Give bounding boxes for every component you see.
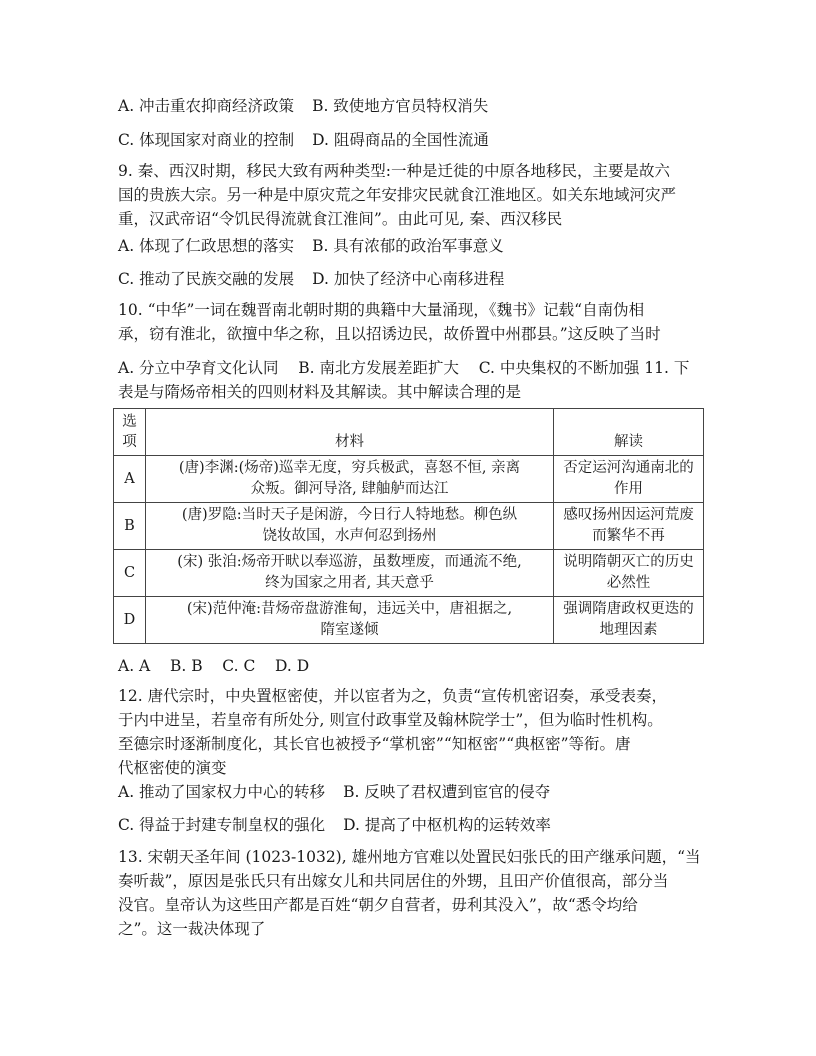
q10-stem xyxy=(118,298,702,346)
table-cell-interpretation: 说明隋朝灭亡的历史 必然性 xyxy=(554,550,704,597)
q12-stem-line: 12. 唐代宗时，中央置枢密使，并以宦者为之，负责“宣传机密诏奏，承受表奏， xyxy=(118,687,668,705)
q12-stem xyxy=(118,684,702,780)
table-cell-option: A xyxy=(114,456,146,503)
q11-table xyxy=(113,408,704,644)
table-cell-interpretation: 感叹扬州因运河荒废 而繁华不再 xyxy=(554,503,704,550)
table-cell-option: C xyxy=(114,550,146,597)
q8-option-a: A. 冲击重农抑商经济政策 xyxy=(118,97,295,115)
q12-option-b: B. 反映了君权遭到宦官的侵夺 xyxy=(343,783,551,801)
q8-option-c: C. 体现国家对商业的控制 xyxy=(118,131,295,149)
q10-stem-line: 10. “中华”一词在魏晋南北朝时期的典籍中大量涌现，《魏书》记载“自南伪相 xyxy=(118,301,645,319)
q9-stem-line: 重，汉武帝诏“令饥民得流就食江淮间”。由此可见, 秦、西汉移民 xyxy=(118,210,563,228)
table-row xyxy=(114,456,704,503)
q12-option-d: D. 提高了中枢机构的运转效率 xyxy=(343,816,551,834)
q12-option-a: A. 推动了国家权力中心的转移 xyxy=(118,783,326,801)
q8-option-b: B. 致使地方官员特权消失 xyxy=(312,97,489,115)
q10-options-line: A. 分立中孕育文化认同 B. 南北方发展差距扩大 C. 中央集权的不断加强 11. 下 xyxy=(118,359,690,377)
table-cell-material: (唐)罗隐:当时天子是闲游，今日行人特地愁。柳色纵 饶妆故国，水声何忍到扬州 xyxy=(146,503,554,550)
q9-stem-line: 国的贵族大宗。另一种是中原灾荒之年安排灾民就食江淮地区。如关东地域河灾严 xyxy=(118,186,677,204)
table-cell-interpretation: 强调隋唐政权更迭的 地理因素 xyxy=(554,597,704,644)
q13-stem-line: 没官。皇帝认为这些田产都是百姓“朝夕自营者，毋利其没入”，故“悉令均给 xyxy=(118,896,638,914)
table-header-material: 材料 xyxy=(146,409,554,456)
q13-stem xyxy=(118,845,702,941)
q13-stem-line: 奏听裁”，原因是张氏只有出嫁女儿和共同居住的外甥，且田产价值很高，部分当 xyxy=(118,872,669,890)
q9-option-a: A. 体现了仁政思想的落实 xyxy=(118,237,295,255)
q9-stem xyxy=(118,159,702,231)
table-header-row xyxy=(114,409,704,456)
q10-options xyxy=(118,356,702,404)
q11-options: A. A B. B C. C D. D xyxy=(118,657,310,675)
q8-options-row-1 xyxy=(118,95,488,117)
q8-option-d: D. 阻碍商品的全国性流通 xyxy=(312,131,489,149)
table-cell-material: (宋) 张洎:炀帝开畎以奉巡游，虽数堙废，而通流不绝, 终为国家之用者, 其天意乎 xyxy=(146,550,554,597)
q9-option-d: D. 加快了经济中心南移进程 xyxy=(312,270,505,288)
table-cell-material: (宋)范仲淹:昔炀帝盘游淮甸，违远关中，唐祖据之, 隋室遂倾 xyxy=(146,597,554,644)
q12-stem-line: 至德宗时逐渐制度化，其长官也被授予“掌机密”“知枢密”“典枢密”等衔。唐 xyxy=(118,735,631,753)
q13-stem-line: 13. 宋朝天圣年间 (1023-1032), 雄州地方官难以处置民妇张氏的田产继承问题，“当 xyxy=(118,848,701,866)
table-cell-interpretation: 否定运河沟通南北的 作用 xyxy=(554,456,704,503)
q11-stem-line: 表是与隋炀帝相关的四则材料及其解读。其中解读合理的是 xyxy=(118,383,522,401)
table-header-option: 选 项 xyxy=(114,409,146,456)
table-cell-option: D xyxy=(114,597,146,644)
table-header-interpretation: 解读 xyxy=(554,409,704,456)
q10-stem-line: 承，窃有淮北，欲擅中华之称，且以招诱边民，故侨置中州郡县。”这反映了当时 xyxy=(118,325,661,343)
q9-option-c: C. 推动了民族交融的发展 xyxy=(118,270,295,288)
q12-option-c: C. 得益于封建专制皇权的强化 xyxy=(118,816,326,834)
table-row xyxy=(114,550,704,597)
q9-options-row-2 xyxy=(118,268,504,290)
table-cell-option: B xyxy=(114,503,146,550)
q12-stem-line: 于内中进呈，若皇帝有所处分, 则宣付政事堂及翰林院学士”，但为临时性机构。 xyxy=(118,711,663,729)
q12-options-row-1 xyxy=(118,781,550,803)
q12-stem-line: 代枢密使的演变 xyxy=(118,759,227,777)
q8-options-row-2 xyxy=(118,129,489,151)
q12-options-row-2 xyxy=(118,814,551,836)
q9-options-row-1 xyxy=(118,235,504,257)
table-cell-material: (唐)李渊:(炀帝)巡幸无度，穷兵极武，喜怒不恒, 亲离 众叛。御河导洛, 肆舳舻而达江 xyxy=(146,456,554,503)
table-row xyxy=(114,597,704,644)
q13-stem-line: 之”。这一裁决体现了 xyxy=(118,920,266,938)
q9-option-b: B. 具有浓郁的政治军事意义 xyxy=(312,237,504,255)
table-row xyxy=(114,503,704,550)
q9-stem-line: 9. 秦、西汉时期，移民大致有两种类型:一种是迁徙的中原各地移民，主要是故六 xyxy=(118,162,670,180)
